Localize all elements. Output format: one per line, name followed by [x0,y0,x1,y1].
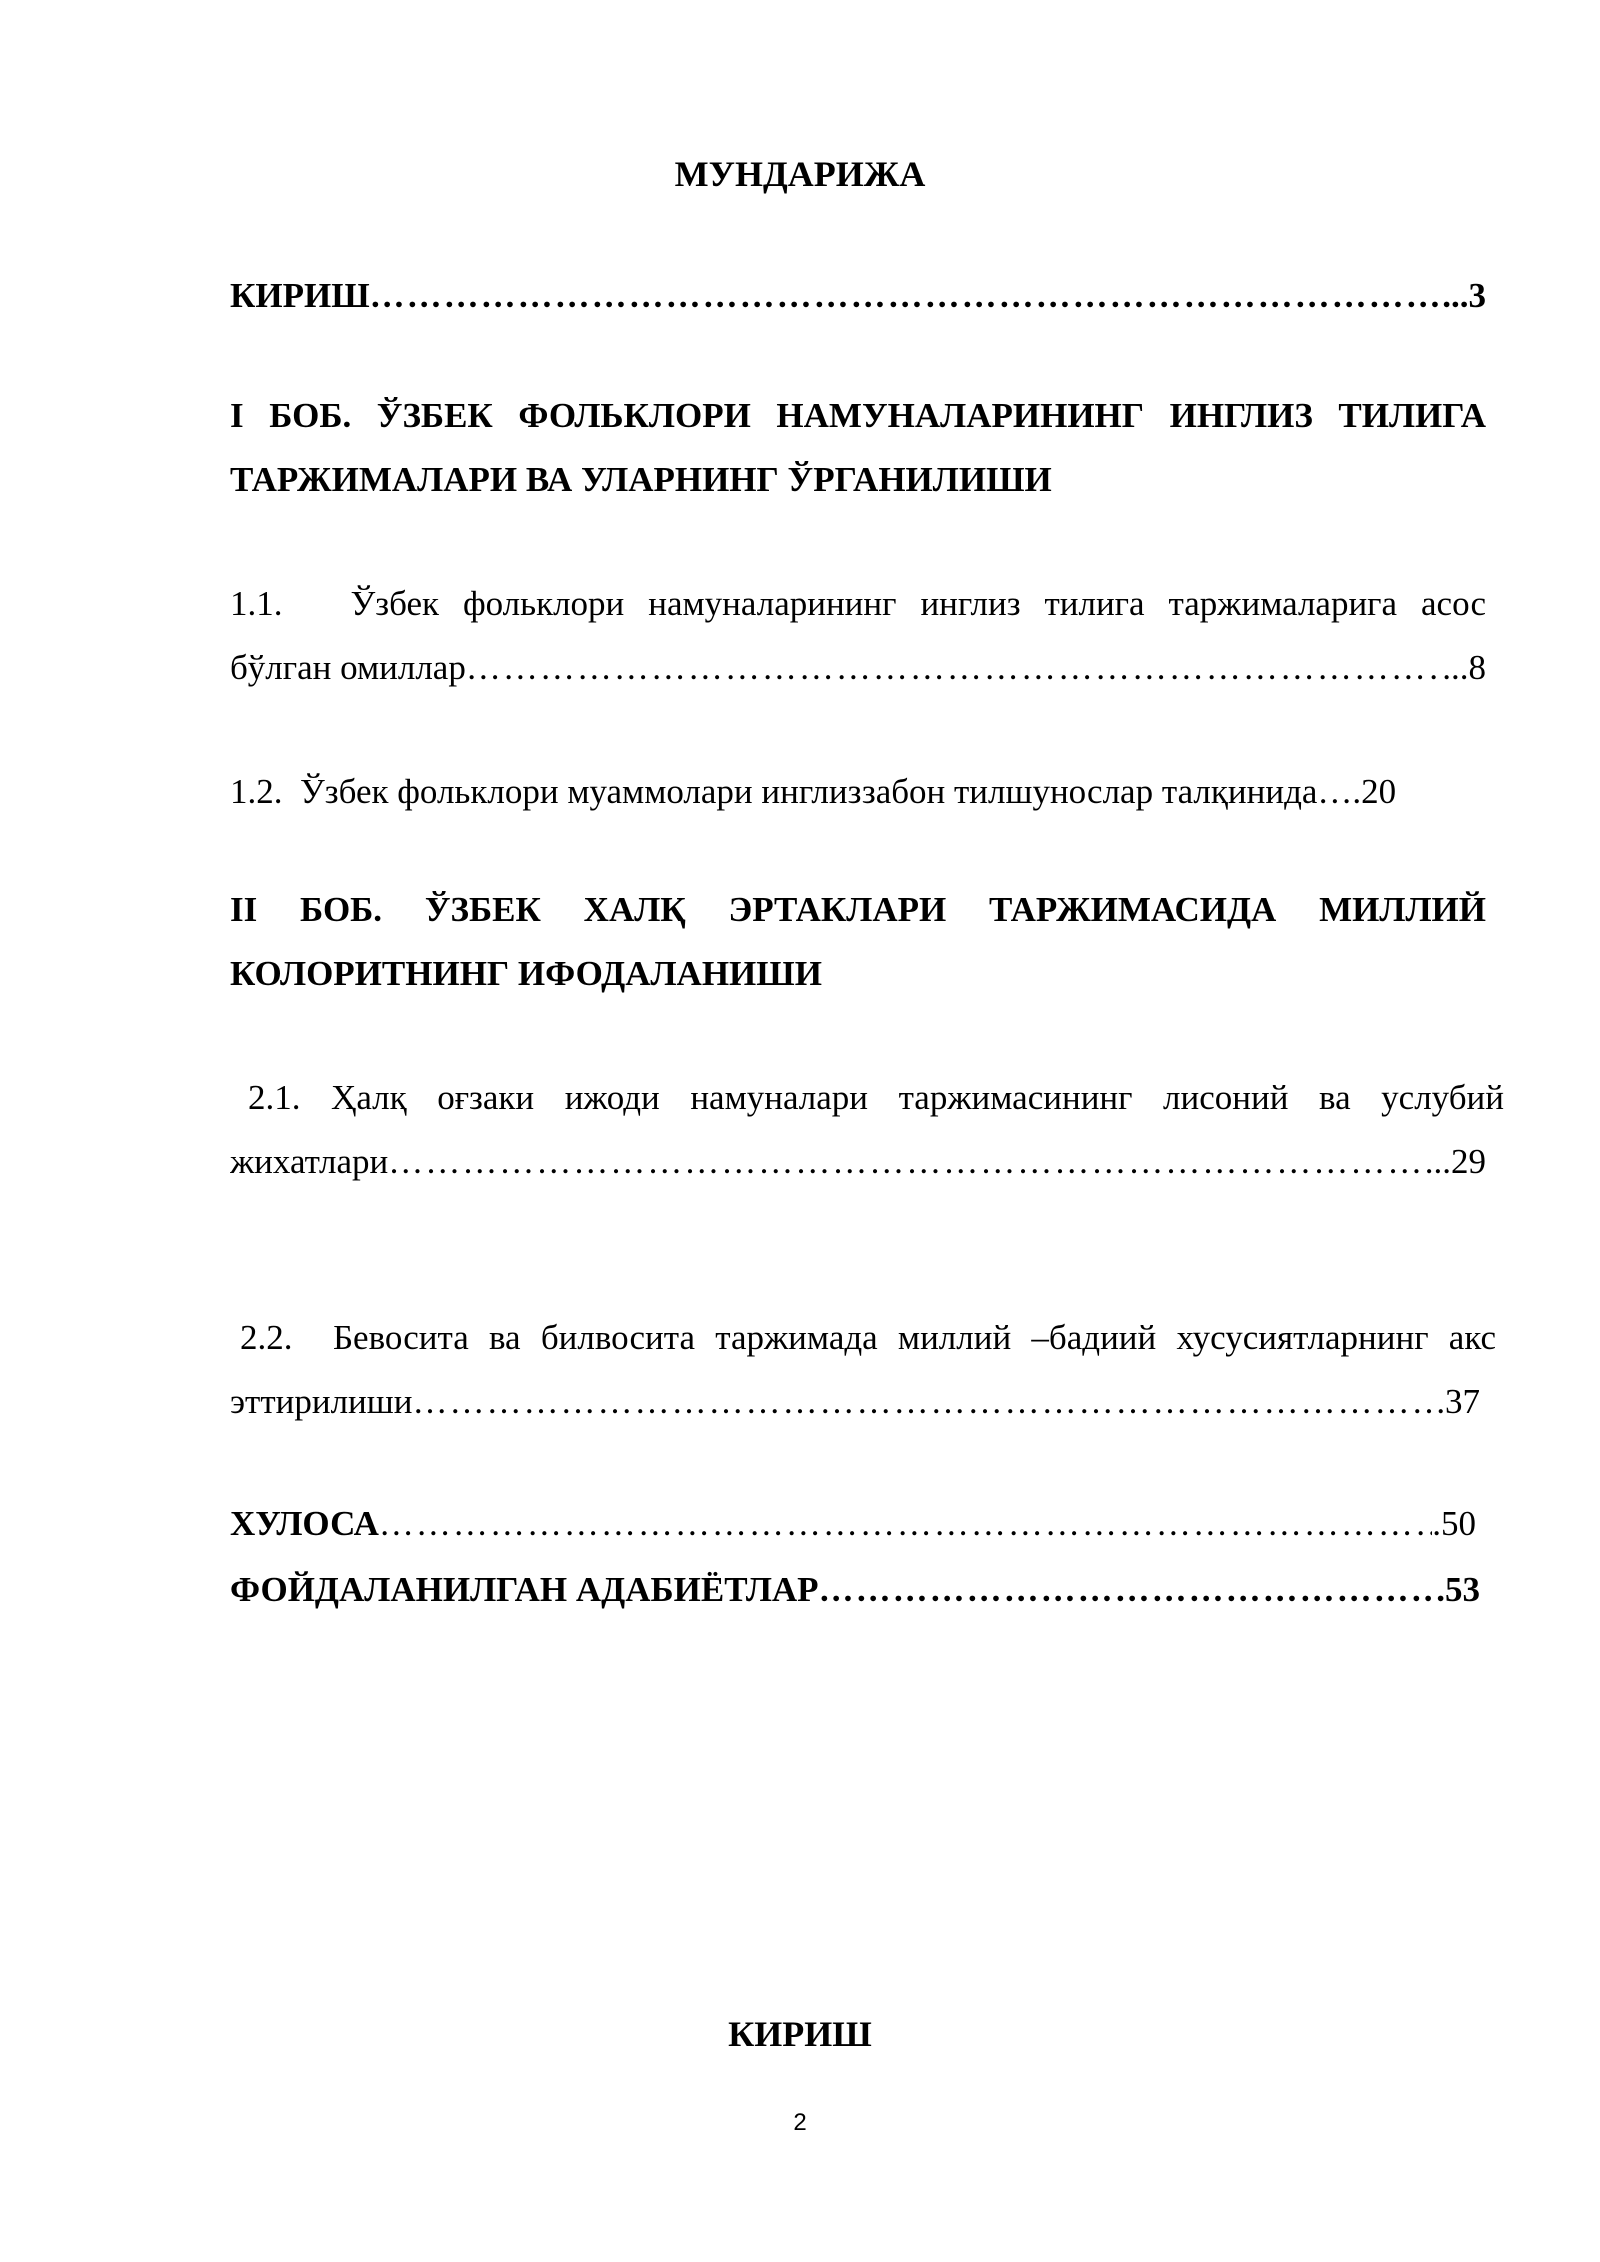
toc-entry-label: ХУЛОСА [230,1504,379,1543]
toc-leader-dots [819,1558,1437,1622]
toc-entry-page: .50 [1432,1504,1476,1543]
toc-entry-label: ФОЙДАЛАНИЛГАН АДАБИЁТЛАР [230,1570,819,1609]
toc-entry-label: эттирилиши [230,1382,413,1421]
toc-chapter1-line1: I БОБ. ЎЗБЕК ФОЛЬКЛОРИ НАМУНАЛАРИНИНГ ИНГЛИЗ ТИЛИГА [230,396,1486,435]
toc-entry-label: КИРИШ [230,276,370,315]
page-number: 2 [793,2109,807,2136]
toc-leader-dots: …. [1317,772,1362,811]
toc-entry-1-2 [230,760,1486,824]
toc-leader-dots [412,1370,1445,1434]
toc-entry-1-1-line2 [230,636,1486,700]
toc-leader-dots [379,1492,1432,1556]
toc-chapter1-line2: ТАРЖИМАЛАРИ ВА УЛАРНИНГ ЎРГАНИЛИШИ [230,460,1052,499]
toc-entry-label: жихатлари [230,1142,389,1181]
toc-entry-2-2-line2 [230,1370,1480,1434]
toc-entry-label: 1.2. Ўзбек фольклори муаммолари инглиззабон тилшунослар талқинида [230,772,1318,811]
toc-entry-2-1-line1: 2.1. Ҳалқ оғзаки ижоди намуналари таржимасининг лисоний ва услубий [248,1078,1504,1117]
toc-entry-page: ...8 [1442,648,1486,687]
toc-chapter2-line2: КОЛОРИТНИНГ ИФОДАЛАНИШИ [230,954,822,993]
toc-entry-page: ...29 [1424,1142,1486,1181]
toc-entry-page: ...3 [1442,276,1486,315]
section-title-intro: КИРИШ [728,2014,872,2054]
toc-entry-page: 20 [1361,772,1397,811]
toc-leader-dots [370,264,1443,328]
toc-chapter2-line1: II БОБ. ЎЗБЕК ХАЛҚ ЭРТАКЛАРИ ТАРЖИМАСИДА МИЛЛИЙ [230,890,1486,929]
toc-entry-label: Ўзбек фольклори намуналарининг инглиз тилига таржималарига асос [350,584,1486,623]
toc-entry-label: бўлган омиллар [230,648,466,687]
toc-entry-page: .53 [1436,1570,1480,1609]
toc-entry-conclusion [230,1492,1476,1556]
toc-entry-page: 37 [1445,1382,1480,1421]
toc-entry-2-1-line2 [230,1130,1486,1194]
toc-entry-1-1-line1 [230,572,1486,636]
toc-leader-dots [466,636,1442,700]
toc-heading: МУНДАРИЖА [674,154,926,194]
toc-entry-number: 1.1. [230,584,283,623]
toc-entry-references [230,1558,1480,1622]
toc-leader-dots [388,1130,1425,1194]
toc-entry-2-2-line1: 2.2. Бевосита ва билвосита таржимада миллий –бадиий хусусиятларнинг акс [240,1318,1496,1357]
toc-entry-intro [230,264,1486,328]
